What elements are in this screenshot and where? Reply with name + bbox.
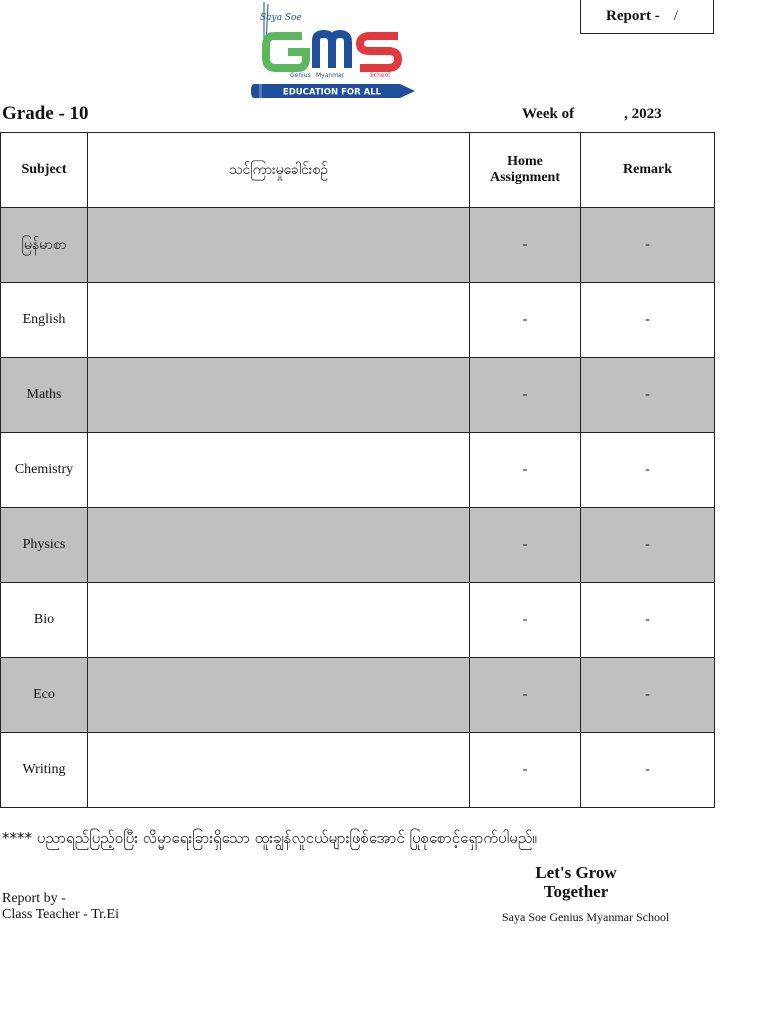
topic-cell[interactable]: [88, 283, 470, 358]
table-row: [1, 658, 715, 733]
subject-cell: Physics: [1, 508, 88, 583]
table-row: [1, 283, 715, 358]
home-assignment-cell[interactable]: -: [470, 208, 581, 283]
home-assignment-cell[interactable]: -: [470, 733, 581, 808]
logo-word-school: School: [370, 72, 390, 79]
header-subject: Subject: [1, 133, 88, 208]
topic-cell[interactable]: [88, 433, 470, 508]
week-of: [522, 106, 662, 123]
report-by-label: Report by -: [2, 891, 66, 906]
class-teacher: Class Teacher - Tr.Ei: [2, 907, 119, 922]
home-assignment-cell[interactable]: -: [470, 433, 581, 508]
subject-cell: Maths: [1, 358, 88, 433]
home-assignment-cell[interactable]: -: [470, 508, 581, 583]
grade-title: Grade - 10: [2, 103, 89, 124]
home-assignment-cell[interactable]: -: [470, 583, 581, 658]
school-name: Saya Soe Genius Myanmar School: [502, 910, 670, 924]
remark-cell[interactable]: -: [581, 433, 715, 508]
header-topics: သင်ကြားမှုခေါင်းစဉ်: [88, 133, 470, 208]
report-slash: /: [673, 7, 678, 24]
report-by-block: [2, 891, 119, 923]
grow-line2: Together: [543, 882, 609, 901]
school-logo: [250, 0, 420, 100]
header-remark: Remark: [581, 133, 715, 208]
logo-slogan: EDUCATION FOR ALL: [282, 87, 382, 98]
week-year: , 2023: [624, 106, 662, 122]
topic-cell[interactable]: [88, 508, 470, 583]
remark-cell[interactable]: -: [581, 733, 715, 808]
header-home-line2: Assignment: [489, 170, 560, 185]
school-logo-graphic: [250, 0, 420, 100]
subject-cell: မြန်မာစာ: [1, 208, 88, 283]
table-row: [1, 583, 715, 658]
weekly-report-table: [0, 132, 715, 808]
grow-line1: Let's Grow: [535, 863, 617, 882]
header-home-line1: Home: [507, 154, 543, 169]
table-row: [1, 208, 715, 283]
school-motto-note: **** ပညာရည်ပြည့်ဝပြီး လိမ္မာရေးခြားရှိသော ထူးချွန်လူငယ်များဖြစ်အောင် ပြုစုစောင့်ရှောက်ပါမည်။: [2, 829, 537, 847]
logo-signature: Saya Soe: [260, 13, 302, 23]
lets-grow-together: [520, 863, 632, 901]
home-assignment-cell[interactable]: -: [470, 658, 581, 733]
header-home-assignment: [470, 133, 581, 208]
subject-cell: English: [1, 283, 88, 358]
topic-cell[interactable]: [88, 658, 470, 733]
topic-cell[interactable]: [88, 733, 470, 808]
home-assignment-cell[interactable]: -: [470, 283, 581, 358]
report-number-box: [580, 0, 714, 34]
remark-cell[interactable]: -: [581, 283, 715, 358]
subject-cell: Bio: [1, 583, 88, 658]
table-row: [1, 733, 715, 808]
table-row: [1, 508, 715, 583]
table-row: [1, 358, 715, 433]
remark-cell[interactable]: -: [581, 583, 715, 658]
topic-cell[interactable]: [88, 583, 470, 658]
logo-word-genius: Genius: [290, 72, 311, 79]
remark-cell[interactable]: -: [581, 358, 715, 433]
report-label: Report -: [606, 7, 660, 24]
subject-cell: Chemistry: [1, 433, 88, 508]
remark-cell[interactable]: -: [581, 658, 715, 733]
home-assignment-cell[interactable]: -: [470, 358, 581, 433]
subject-cell: Writing: [1, 733, 88, 808]
subject-cell: Eco: [1, 658, 88, 733]
remark-cell[interactable]: -: [581, 508, 715, 583]
topic-cell[interactable]: [88, 358, 470, 433]
table-row: [1, 433, 715, 508]
week-label: Week of: [522, 106, 575, 122]
logo-word-myanmar: Myanmar: [316, 72, 345, 79]
remark-cell[interactable]: -: [581, 208, 715, 283]
topic-cell[interactable]: [88, 208, 470, 283]
